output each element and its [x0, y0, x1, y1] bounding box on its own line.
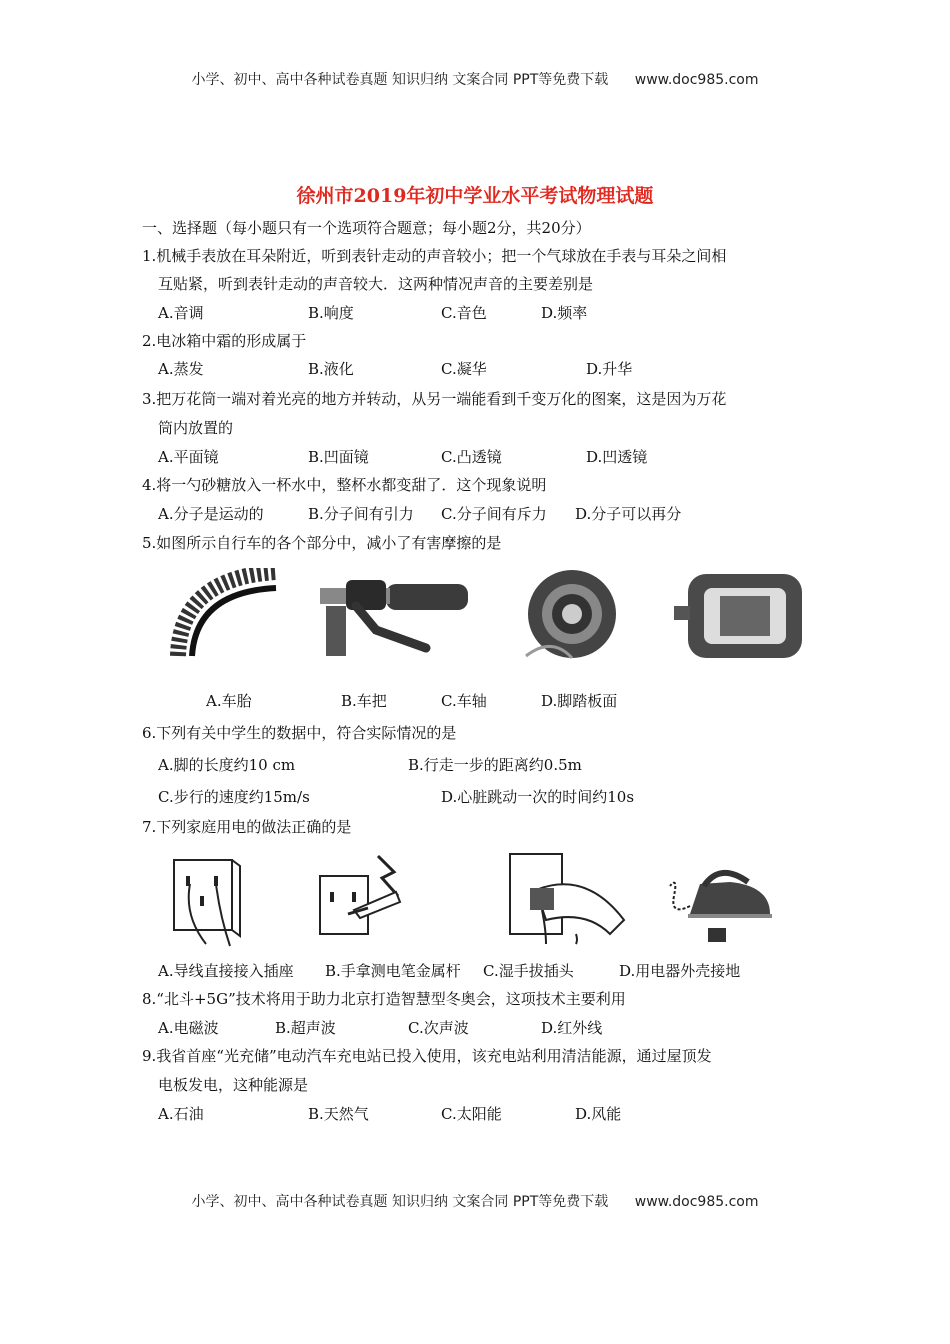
q9-option-d: D.风能 — [575, 1105, 622, 1123]
q4-option-a: A.分子是运动的 — [158, 505, 264, 523]
q9-stem: 9.我省首座“光充储”电动汽车充电站已投入使用，该充电站利用清洁能源，通过屋顶发 — [142, 1047, 712, 1065]
q4-stem: 4.将一勺砂糖放入一杯水中，整杯水都变甜了．这个现象说明 — [142, 476, 547, 494]
q4-option-c: C.分子间有斥力 — [441, 505, 547, 523]
q4-option-b: B.分子间有引力 — [308, 505, 414, 523]
grounded-iron-image — [660, 856, 780, 948]
q6-option-a: A.脚的长度约10 cm — [158, 756, 296, 774]
q5-option-d: D.脚踏板面 — [541, 692, 618, 710]
q7-stem: 7.下列家庭用电的做法正确的是 — [142, 818, 352, 836]
q9-option-b: B.天然气 — [308, 1105, 369, 1123]
q4-option-d: D.分子可以再分 — [575, 505, 682, 523]
q7-option-c: C.湿手拔插头 — [483, 962, 574, 980]
section-heading: 一、选择题（每小题只有一个选项符合题意；每小题2分，共20分） — [142, 219, 591, 237]
q8-option-c: C.次声波 — [408, 1019, 469, 1037]
q1-option-b: B.响度 — [308, 304, 354, 322]
q5-option-c: C.车轴 — [441, 692, 487, 710]
q1-stem-cont: 互贴紧，听到表针走动的声音较大．这两种情况声音的主要差别是 — [158, 275, 594, 293]
wet-hand-plug-image — [506, 850, 630, 946]
q7-option-d: D.用电器外壳接地 — [619, 962, 741, 980]
q9-stem-cont: 电板发电，这种能源是 — [158, 1076, 309, 1094]
footer-site[interactable]: www.doc985.com — [634, 1194, 759, 1210]
q2-option-a: A.蒸发 — [158, 360, 204, 378]
page-title: 徐州市2019年初中学业水平考试物理试题 — [296, 185, 654, 207]
q6-option-b: B.行走一步的距离约0.5m — [408, 756, 582, 774]
q7-option-a: A.导线直接接入插座 — [158, 962, 294, 980]
q5-option-a: A.车胎 — [206, 692, 252, 710]
q6-option-c: C.步行的速度约15m/s — [158, 788, 310, 806]
q2-option-c: C.凝华 — [441, 360, 487, 378]
q1-option-c: C.音色 — [441, 304, 487, 322]
q7-option-b: B.手拿测电笔金属杆 — [325, 962, 461, 980]
page-header — [0, 69, 950, 89]
q6-stem: 6.下列有关中学生的数据中，符合实际情况的是 — [142, 724, 457, 742]
q8-option-b: B.超声波 — [275, 1019, 336, 1037]
bicycle-tire-image — [168, 568, 282, 660]
q1-stem: 1.机械手表放在耳朵附近，听到表针走动的声音较小；把一个气球放在手表与耳朵之间相 — [142, 247, 727, 265]
q3-option-a: A.平面镜 — [158, 448, 219, 466]
q3-option-b: B.凹面镜 — [308, 448, 369, 466]
q3-stem-cont: 筒内放置的 — [158, 419, 234, 437]
header-site[interactable]: www.doc985.com — [634, 72, 759, 88]
q2-stem: 2.电冰箱中霜的形成属于 — [142, 332, 307, 350]
bicycle-handlebar-image — [316, 570, 476, 662]
q2-option-d: D.升华 — [586, 360, 633, 378]
tester-pen-image — [318, 852, 402, 938]
q8-stem: 8.“北斗+5G”技术将用于助力北京打造智慧型冬奥会，这项技术主要利用 — [142, 990, 626, 1008]
header-text: 小学、初中、高中各种试卷真题 知识归纳 文案合同 PPT等免费下载 — [191, 72, 609, 88]
q3-option-c: C.凸透镜 — [441, 448, 502, 466]
q9-option-a: A.石油 — [158, 1105, 204, 1123]
q9-option-c: C.太阳能 — [441, 1105, 502, 1123]
q1-option-d: D.频率 — [541, 304, 588, 322]
q3-stem: 3.把万花筒一端对着光亮的地方并转动，从另一端能看到千变万化的图案，这是因为万花 — [142, 390, 727, 408]
q8-option-d: D.红外线 — [541, 1019, 603, 1037]
q8-option-a: A.电磁波 — [158, 1019, 219, 1037]
bicycle-axle-image — [512, 566, 636, 662]
q2-option-b: B.液化 — [308, 360, 354, 378]
bicycle-pedal-image — [674, 568, 814, 660]
page-footer — [0, 1191, 950, 1211]
footer-text: 小学、初中、高中各种试卷真题 知识归纳 文案合同 PPT等免费下载 — [191, 1194, 609, 1210]
q3-option-d: D.凹透镜 — [586, 448, 648, 466]
q5-option-b: B.车把 — [341, 692, 387, 710]
q1-option-a: A.音调 — [158, 304, 204, 322]
socket-wires-image — [170, 856, 244, 948]
q5-stem: 5.如图所示自行车的各个部分中，减小了有害摩擦的是 — [142, 534, 502, 552]
q6-option-d: D.心脏跳动一次的时间约10s — [441, 788, 635, 806]
